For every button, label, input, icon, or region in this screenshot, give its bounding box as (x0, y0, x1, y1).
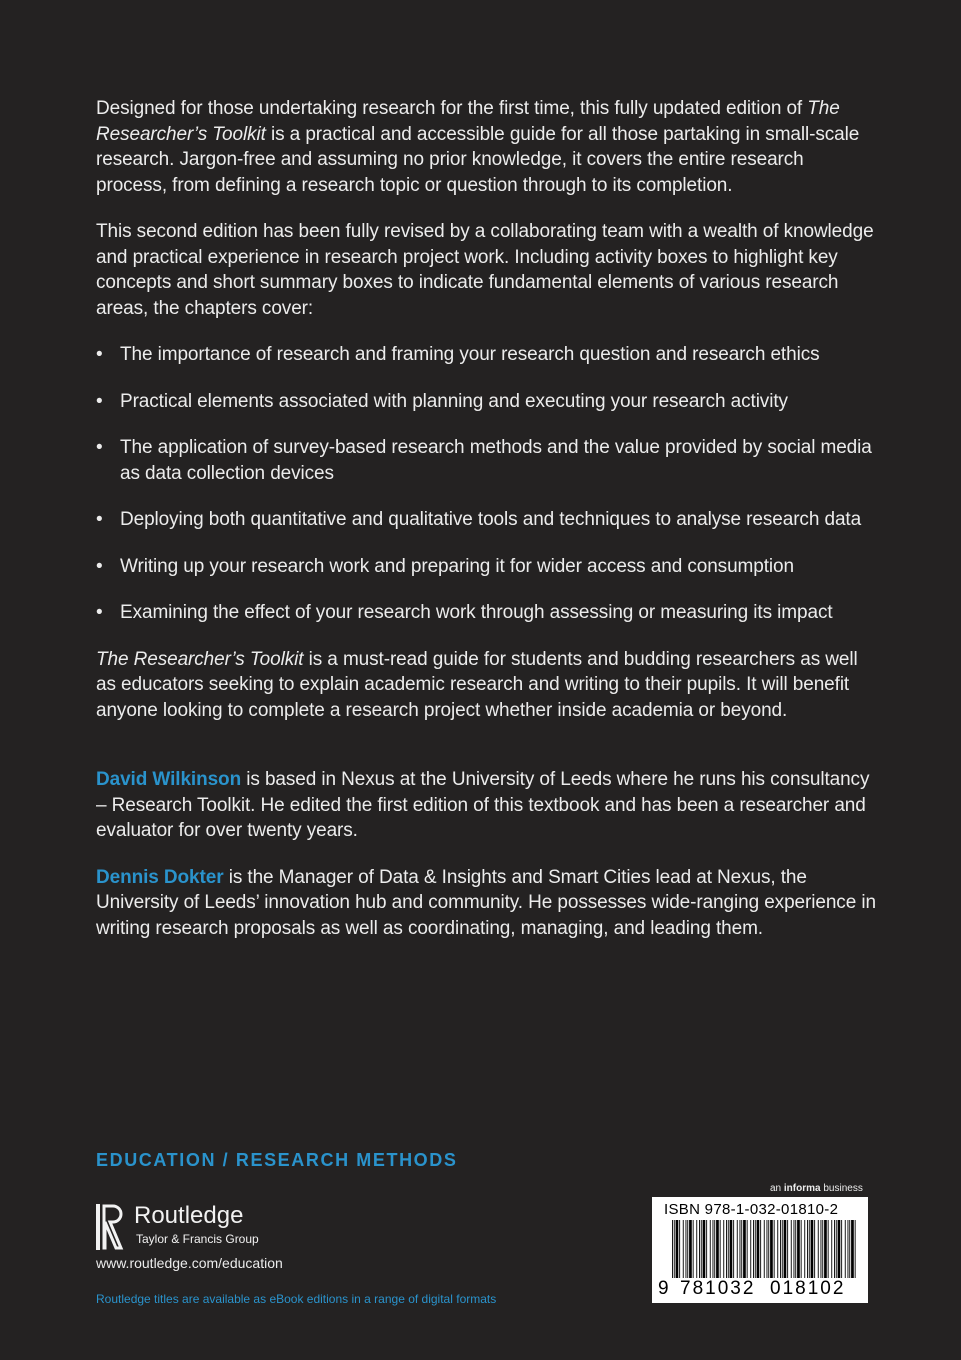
bullet-icon: • (96, 344, 103, 365)
barcode-icon (672, 1220, 858, 1278)
author-bio: Dennis Dokter is the Manager of Data & Insights and Smart Cities lead at Nexus, the University of Leeds’ innovation hub and community. He possesses wide-ranging experience in writing research proposals as well as coordinating, managing, and leading them. (96, 866, 876, 939)
list-item: • Examining the effect of your research work through assessing or measuring its impact (96, 600, 876, 626)
list-item: • Deploying both quantitative and qualitative tools and techniques to analyse research data (96, 507, 876, 533)
bullet-icon: • (96, 390, 103, 412)
bullet-icon: • (96, 437, 103, 458)
back-cover-text (96, 96, 876, 962)
intro-text-a: Designed for those undertaking research for the first time, this fully updated edition of (96, 98, 808, 119)
closing-paragraph: The Researcher’s Toolkit is a must-read guide for students and budding researchers as well as educators seeking to explain academic research and writing to their pupils. It will benefit anyone looking to complete a research project whether inside academia or beyond. (96, 648, 858, 721)
author-bio: David Wilkinson is based in Nexus at the University of Leeds where he runs his consultancy – Research Toolkit. He edited the first edition of this textbook and has been a researcher and evaluator for over twenty years. (96, 769, 870, 841)
bullet-icon: • (96, 555, 103, 577)
book-title: The Researcher’s Toolkit (96, 98, 840, 145)
author-bios (96, 767, 876, 941)
intro-paragraph-2: This second edition has been fully revised by a collaborating team with a wealth of knowledge and practical experience in research project work. Including activity boxes to highlight key concepts and short summary boxes to indicate fundamental elements of various research areas, the chapters cover: (96, 221, 874, 319)
list-item: • Writing up your research work and preparing it for wider access and consumption (96, 554, 876, 580)
intro-text-b: is a practical and accessible guide for all those partaking in small-scale research. Jargon-free and assuming no prior knowledge, it covers the entire research process, from defining a research topic or question through to its completion. (96, 123, 860, 196)
list-item: • Practical elements associated with planning and executing your research activity (96, 389, 876, 415)
bullet-icon: • (96, 602, 103, 623)
chapter-list (96, 342, 876, 626)
isbn-text: ISBN 978-1-032-01810-2 (664, 1201, 839, 1218)
author-name: Dennis Dokter (96, 866, 224, 888)
routledge-logo-icon (96, 1204, 124, 1250)
bullet-icon: • (96, 509, 103, 530)
subject-category: EDUCATION / RESEARCH METHODS (96, 1150, 458, 1170)
author-name: David Wilkinson (96, 769, 242, 790)
intro-paragraph-1 (96, 96, 876, 198)
isbn-barcode: ISBN 978-1-032-01810-2 9 781032 018102 (652, 1197, 868, 1303)
publisher-group: Taylor & Francis Group (136, 1232, 259, 1246)
publisher-name: Routledge (134, 1202, 244, 1229)
list-item: • The application of survey-based research methods and the value provided by social media as data collection devices (96, 437, 872, 484)
list-item: • The importance of research and framing your research question and research ethics (96, 342, 876, 368)
book-title: The Researcher’s Toolkit (96, 648, 304, 670)
publisher-url: www.routledge.com/education (96, 1255, 283, 1271)
ebook-note: Routledge titles are available as eBook editions in a range of digital formats (96, 1292, 497, 1306)
publisher-logo (96, 1200, 316, 1252)
informa-tagline: an informa business (770, 1183, 863, 1194)
